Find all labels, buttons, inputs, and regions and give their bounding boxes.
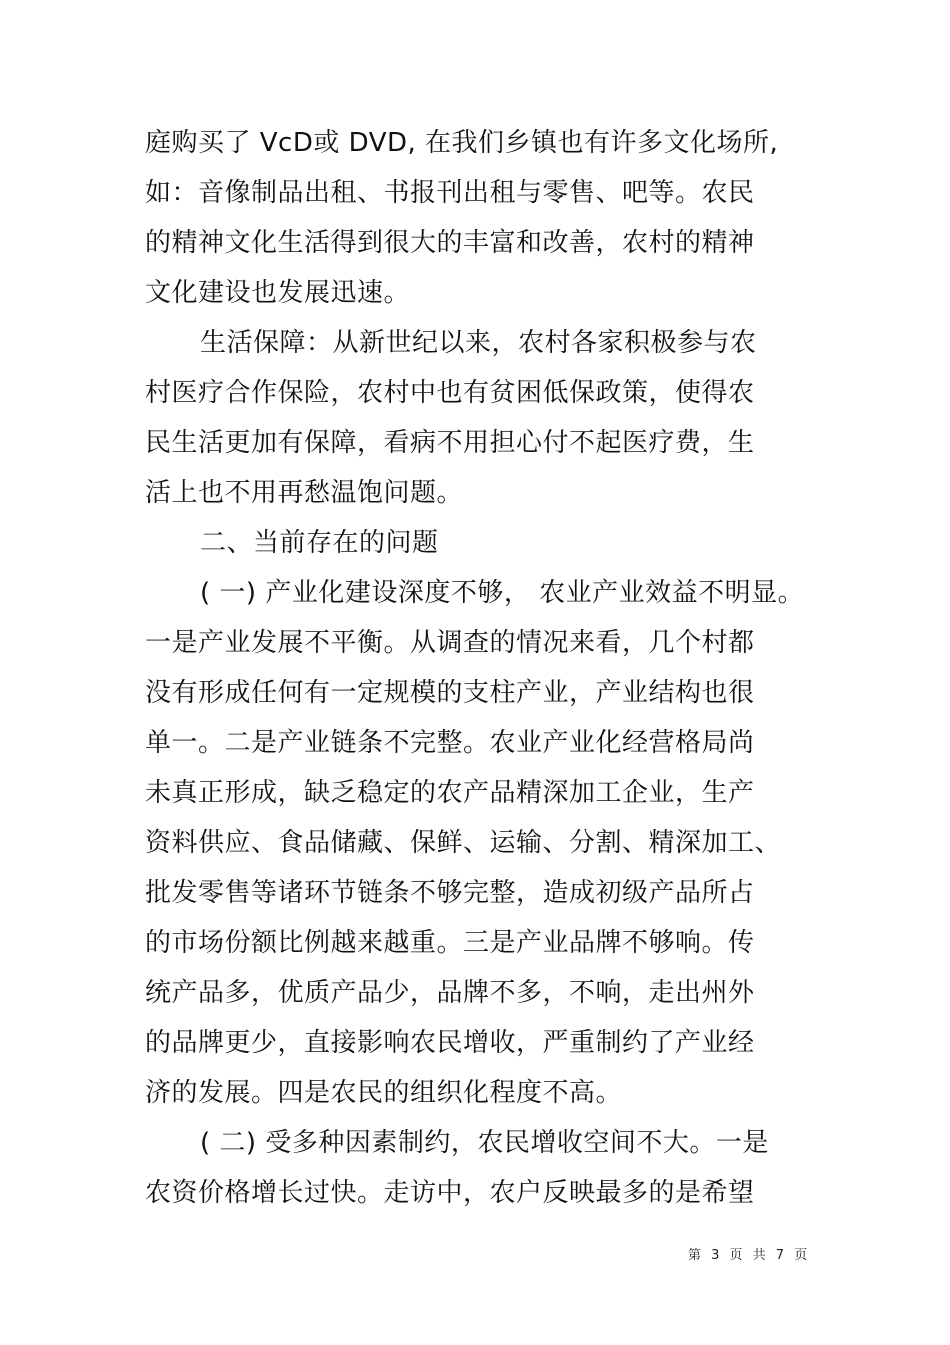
text-line-10: ( 一) 产业化建设深度不够， 农业产业效益不明显。 xyxy=(200,578,805,608)
text-line-17: 的市场份额比例越来越重。三是产业品牌不够响。传 xyxy=(145,928,755,958)
text-line-2: 如：音像制品出租、书报刊出租与零售、吧等。农民 xyxy=(145,178,755,208)
text-line-22: 农资价格增长过快。走访中，农户反映最多的是希望 xyxy=(145,1178,755,1208)
section-heading: 二、当前存在的问题 xyxy=(200,528,439,558)
text-line-1: 庭购买了 VcD或 DVD, 在我们乡镇也有许多文化场所, xyxy=(145,128,779,158)
text-line-5: 生活保障：从新世纪以来，农村各家积极参与农 xyxy=(200,328,757,358)
text-line-12: 没有形成任何有一定规模的支柱产业，产业结构也很 xyxy=(145,678,755,708)
text-line-13: 单一。二是产业链条不完整。农业产业化经营格局尚 xyxy=(145,728,755,758)
text-line-19: 的品牌更少，直接影响农民增收，严重制约了产业经 xyxy=(145,1028,755,1058)
text-line-4: 文化建设也发展迅速。 xyxy=(145,278,411,308)
text-line-6: 村医疗合作保险，农村中也有贫困低保政策，使得农 xyxy=(145,378,755,408)
page-number-footer: 第 3 页 共 7 页 xyxy=(688,1248,811,1263)
text-line-21: ( 二) 受多种因素制约，农民增收空间不大。一是 xyxy=(200,1128,769,1158)
text-line-18: 统产品多，优质产品少，品牌不多，不响，走出州外 xyxy=(145,978,755,1008)
text-line-8: 活上也不用再愁温饱问题。 xyxy=(145,478,464,508)
text-line-16: 批发零售等诸环节链条不够完整，造成初级产品所占 xyxy=(145,878,755,908)
text-line-20: 济的发展。四是农民的组织化程度不高。 xyxy=(145,1078,623,1108)
text-line-7: 民生活更加有保障，看病不用担心付不起医疗费，生 xyxy=(145,428,755,458)
text-line-3: 的精神文化生活得到很大的丰富和改善，农村的精神 xyxy=(145,228,755,258)
text-line-14: 未真正形成，缺乏稳定的农产品精深加工企业，生产 xyxy=(145,778,755,808)
text-line-11: 一是产业发展不平衡。从调查的情况来看，几个村都 xyxy=(145,628,755,658)
text-line-15: 资料供应、食品储藏、保鲜、运输、分割、精深加工、 xyxy=(145,828,782,858)
